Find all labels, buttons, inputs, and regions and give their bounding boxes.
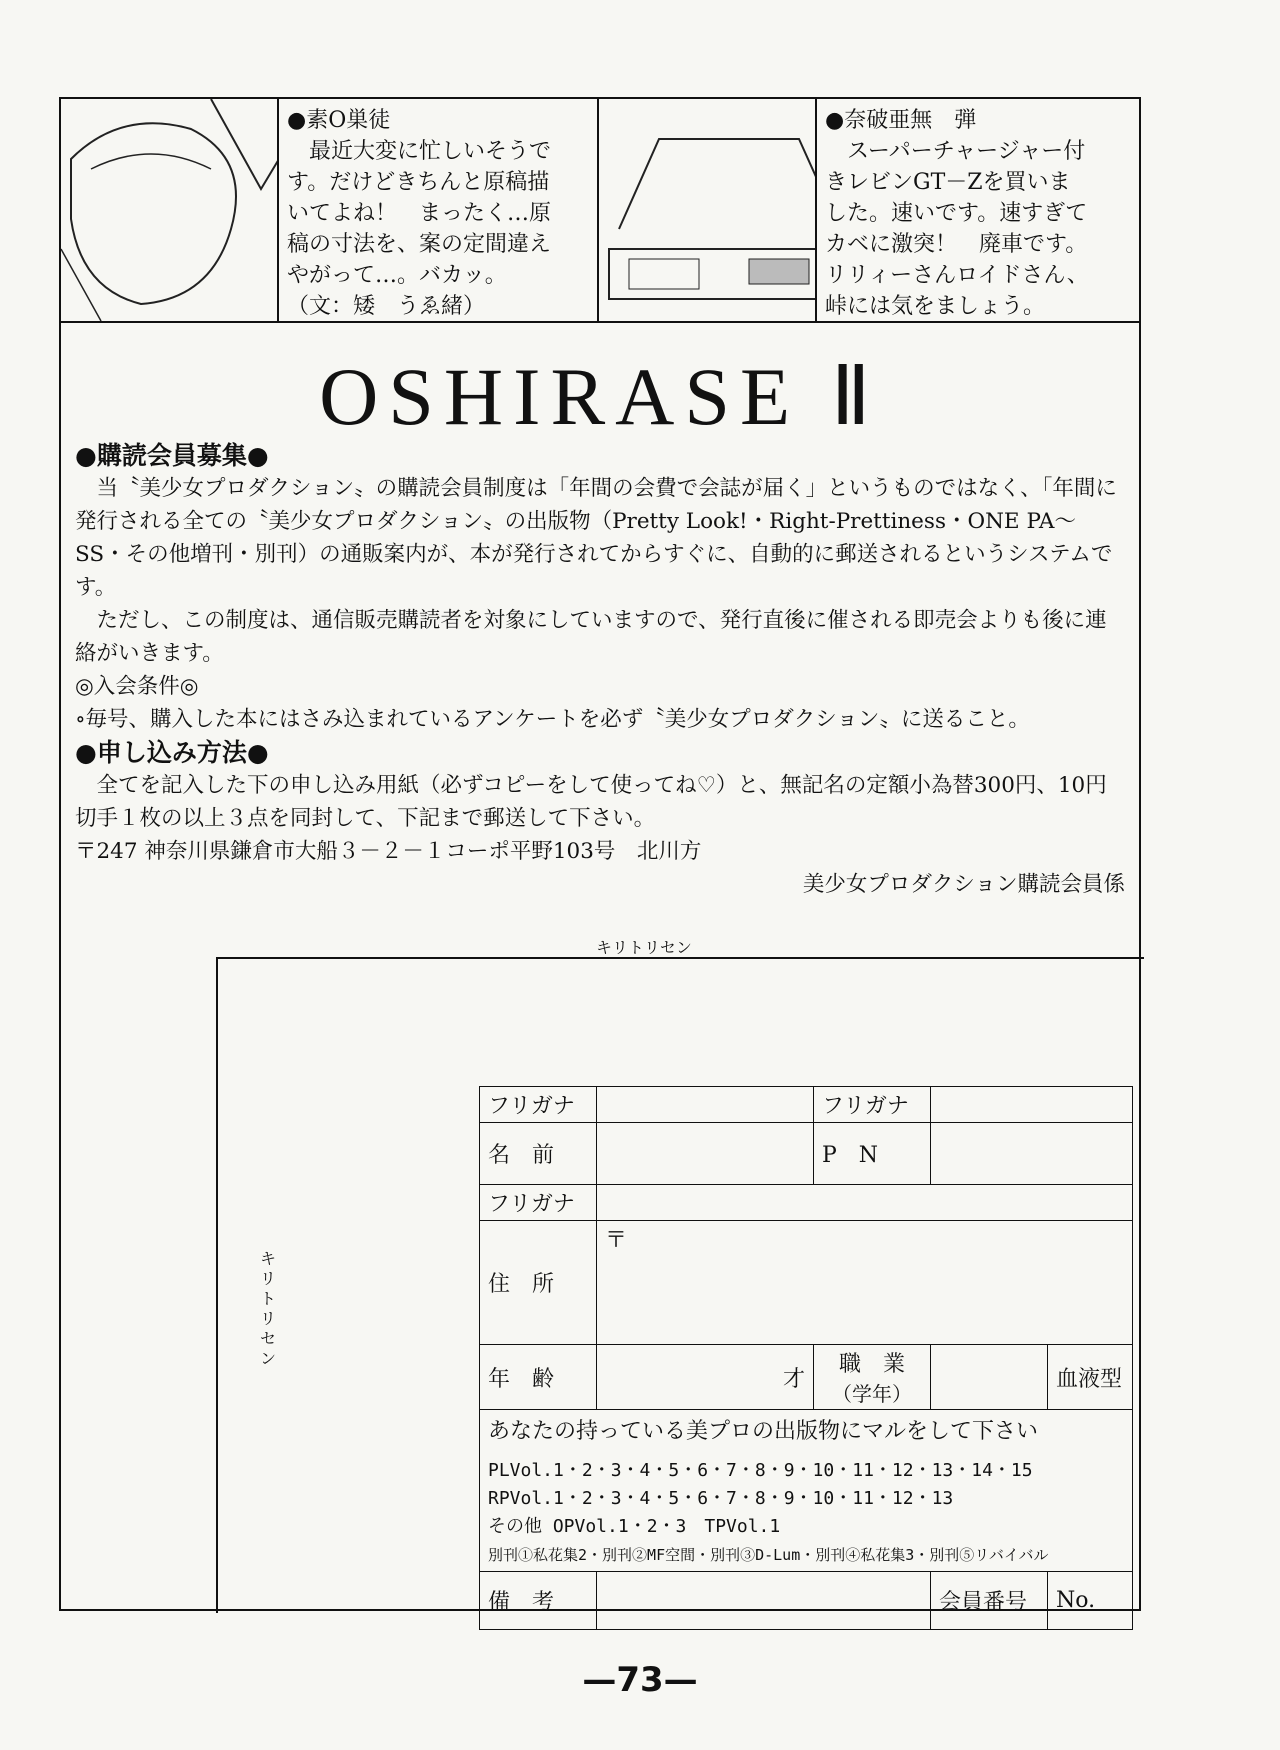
job-sub: （学年） bbox=[832, 1382, 912, 1406]
paragraph-4: 全てを記入した下の申し込み用紙（必ずコピーをして使ってね♡）と、無記名の定額小為替300円、10円切手１枚の以上３点を同封して、下記まで郵送して下さい。 bbox=[75, 773, 1107, 831]
addr-furigana-label: フリガナ bbox=[480, 1185, 597, 1221]
heading-conditions: ◎入会条件◎ bbox=[75, 674, 199, 699]
furigana-field[interactable] bbox=[597, 1087, 814, 1123]
car-illustration bbox=[599, 99, 817, 321]
paragraph-2: ただし、この制度は、通信販売購読者を対象にしていますので、発行直後に催される即売会よりも後に連絡がいきます。 bbox=[75, 608, 1107, 666]
furigana-label: フリガナ bbox=[480, 1087, 597, 1123]
cut-line-side: キリトリセン bbox=[259, 1249, 276, 1368]
job-field[interactable] bbox=[931, 1345, 1048, 1410]
blood-label: 血液型 bbox=[1048, 1345, 1133, 1410]
top-strip bbox=[61, 99, 1139, 323]
application-form bbox=[479, 1086, 1133, 1630]
member-number: No. bbox=[1048, 1572, 1133, 1630]
page-number: —73— bbox=[582, 1660, 698, 1700]
addr-furigana-field[interactable] bbox=[597, 1185, 1133, 1221]
pn-label: P N bbox=[814, 1123, 931, 1185]
pub-list-rp: RPVol.1・2・3・4・5・6・7・8・9・10・11・12・13 bbox=[488, 1488, 954, 1509]
note-right-text: ●奈破亜無 弾 スーパーチャージャー付 きレビンGT－Zを買いま した。速いです。速すぎて カベに激突！ 廃車です。 リリィーさんロイドさん、 峠には気をましょう。 bbox=[825, 108, 1089, 319]
member-label: 会員番号 bbox=[931, 1572, 1048, 1630]
page-frame bbox=[59, 97, 1141, 1615]
pub-list-pl: PLVol.1・2・3・4・5・6・7・8・9・10・11・12・13・14・15 bbox=[488, 1460, 1033, 1481]
note-left-text: ●素O巣徒 最近大変に忙しいそうで す。だけどきちんと原稿描 いてよね！ まったく…原 稿の寸法を、案の定間違え やがって…。バカッ。 （文：矮 うゑ緒） bbox=[287, 108, 552, 319]
remarks-field[interactable] bbox=[597, 1572, 931, 1630]
address-label: 住 所 bbox=[480, 1221, 597, 1345]
name-field[interactable] bbox=[597, 1123, 814, 1185]
job-label bbox=[814, 1345, 931, 1410]
paragraph-1: 当〝美少女プロダクション〟の購読会員制度は「年間の会費で会誌が届く」というものではなく、「年間に発行される全ての〝美少女プロダクション〟の出版物（Pretty Look!・Right-Prettiness・ONE PA～SS・その他増刊・別刊）の通販案内が、本が発行されてからすぐに、自動的に郵送されるというシステムです。 bbox=[75, 476, 1117, 600]
remarks-label: 備 考 bbox=[480, 1572, 597, 1630]
pn-furigana-label: フリガナ bbox=[814, 1087, 931, 1123]
age-label: 年 齢 bbox=[480, 1345, 597, 1410]
address-field[interactable] bbox=[597, 1221, 1133, 1345]
department: 美少女プロダクション購読会員係 bbox=[802, 872, 1125, 897]
note-left bbox=[279, 99, 599, 321]
girl-illustration bbox=[61, 99, 279, 321]
name-label: 名 前 bbox=[480, 1123, 597, 1185]
heading-method: ●申し込み方法● bbox=[75, 738, 269, 767]
illustration-right bbox=[599, 99, 817, 321]
pn-furigana-field[interactable] bbox=[931, 1087, 1133, 1123]
cut-line-top: キリトリセン bbox=[596, 938, 692, 957]
page-title: OSHIRASE Ⅱ bbox=[319, 351, 881, 442]
body-text bbox=[75, 439, 1125, 901]
zip-mark: 〒 bbox=[605, 1228, 628, 1253]
paragraph-3: ∘毎号、購入した本にはさみ込まれているアンケートを必ず〝美少女プロダクション〟に送ること。 bbox=[75, 707, 1030, 732]
note-right bbox=[817, 99, 1143, 321]
job-text: 職 業 bbox=[838, 1352, 905, 1377]
pn-field[interactable] bbox=[931, 1123, 1133, 1185]
pub-list-special: 別刊①私花集2・別刊②MF空間・別刊③D-Lum・別刊④私花集3・別刊⑤リバイバル bbox=[488, 1546, 1049, 1564]
heading-subscription: ●購読会員募集● bbox=[75, 441, 269, 470]
illustration-left bbox=[61, 99, 279, 321]
pub-list-other: その他 OPVol.1・2・3 TPVol.1 bbox=[488, 1516, 781, 1537]
owned-prompt: あなたの持っている美プロの出版物にマルをして下さい bbox=[488, 1419, 1039, 1444]
owned-section bbox=[480, 1410, 1133, 1572]
address: 〒247 神奈川県鎌倉市大船３－２－１コーポ平野103号 北川方 bbox=[75, 839, 702, 864]
age-unit: 才 bbox=[597, 1345, 814, 1410]
